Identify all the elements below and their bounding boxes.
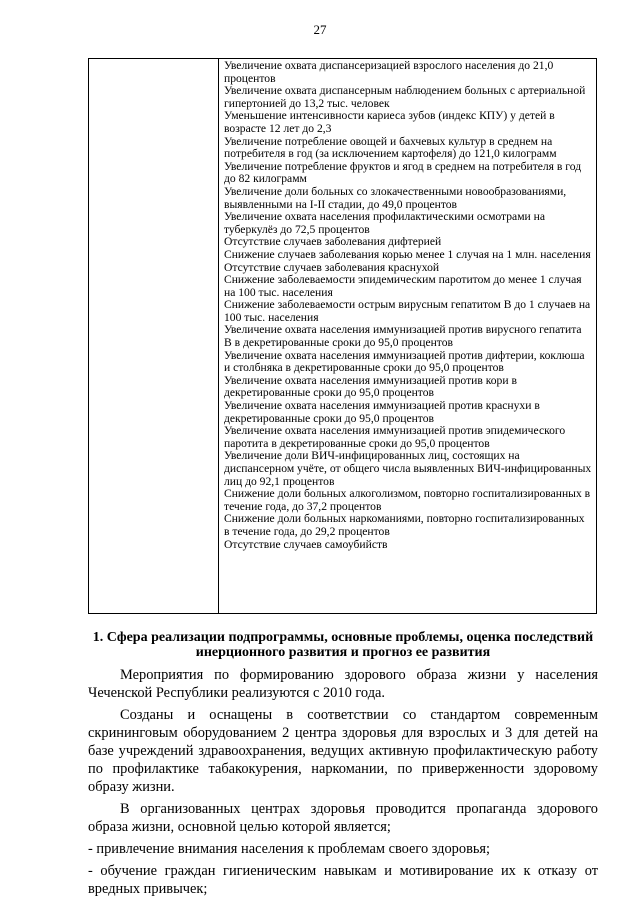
- target-item: Увеличение доли ВИЧ-инфицированных лиц, состоящих на диспансерном учёте, от общего числа выявленных ВИЧ-инфицированных лиц до 92,1 процентов: [224, 449, 592, 488]
- target-item: Отсутствие случаев самоубийств: [224, 537, 388, 551]
- target-item: Увеличение охвата населения иммунизацией против краснухи в декретированные сроки до 95,0 процентов: [224, 399, 540, 425]
- section-heading: 1. Сфера реализации подпрограммы, основные проблемы, оценка последствий инерционного развития и прогноз ее развития: [92, 630, 594, 660]
- target-item: Увеличение охвата диспансеризацией взрослого населения до 21,0 процентов: [224, 59, 554, 85]
- target-item: Увеличение охвата населения иммунизацией против эпидемического паротита в декретированные сроки до 95,0 процентов: [224, 424, 566, 450]
- list-item: - обучение граждан гигиеническим навыкам и мотивирование их к отказу от вредных привычек;: [88, 863, 598, 897]
- target-item: Увеличение охвата населения иммунизацией против кори в декретированные сроки до 95,0 процентов: [224, 373, 517, 400]
- target-item: Снижение случаев заболевания корью менее 1 случая на 1 млн. населения: [224, 247, 591, 261]
- target-item: Увеличение охвата населения иммунизацией против дифтерии, коклюша и столбняка в декретированные сроки до 95,0 процентов: [224, 348, 585, 375]
- target-item: Отсутствие случаев заболевания краснухой: [224, 260, 440, 274]
- target-item: Увеличение охвата диспансерным наблюдением больных с артериальной гипертонией до 13,2 тыс. человек: [224, 84, 586, 110]
- body-paragraph: Мероприятия по формированию здорового образа жизни у населения Чеченской Республики реализуются с 2010 года.: [88, 667, 598, 701]
- target-item: Увеличение охвата населения иммунизацией против вирусного гепатита В в декретированные сроки до 95,0 процентов: [224, 323, 582, 350]
- target-item: Снижение заболеваемости острым вирусным гепатитом В до 1 случаев на 100 тыс. населения: [224, 298, 591, 324]
- target-item: Увеличение охвата населения профилактическими осмотрами на туберкулёз до 72,5 процентов: [224, 210, 545, 236]
- target-item: Снижение доли больных алкоголизмом, повторно госпитализированных в течение года, до 37,2 процентов: [224, 487, 591, 513]
- page-number: 27: [313, 22, 327, 37]
- targets-label-cell: [89, 59, 219, 613]
- list-item: - привлечение внимания населения к проблемам своего здоровья;: [88, 841, 491, 857]
- target-item: Уменьшение интенсивности кариеса зубов (индекс КПУ) у детей в возрасте 12 лет до 2,3: [224, 109, 555, 135]
- body-paragraph: Созданы и оснащены в соответствии со стандартом современным скрининговым оборудованием 2 центра здоровья для взрослых и 3 для детей на базе учреждений здравоохранения, ведущих активную профилактическую работу по профилактике табакокурения, наркомании, по приверженности здоровому образу жизни.: [88, 707, 598, 795]
- target-item: Снижение заболеваемости эпидемическим паротитом до менее 1 случая на 100 тыс. населения: [224, 273, 582, 299]
- section-body: [88, 666, 598, 902]
- target-item: Отсутствие случаев заболевания дифтерией: [224, 235, 442, 249]
- target-item: Увеличение потребление фруктов и ягод в среднем на потребителя в год до 82 килограмм: [224, 159, 582, 186]
- target-item: Снижение доли больных наркоманиями, повторно госпитализированных в течение года, до 29,2 процентов: [224, 512, 585, 538]
- body-paragraph: В организованных центрах здоровья проводится пропаганда здорового образа жизни, основной целью которой является;: [88, 801, 598, 835]
- targets-values-cell: [219, 59, 596, 613]
- target-item: Увеличение потребление овощей и бахчевых культур в среднем на потребителя в год (за исключением картофеля) до 121,0 килограмм: [224, 134, 557, 161]
- target-item: Увеличение доли больных со злокачественными новообразованиями, выявленными на I-II стадии, до 49,0 процентов: [224, 184, 567, 211]
- targets-table: [88, 58, 597, 614]
